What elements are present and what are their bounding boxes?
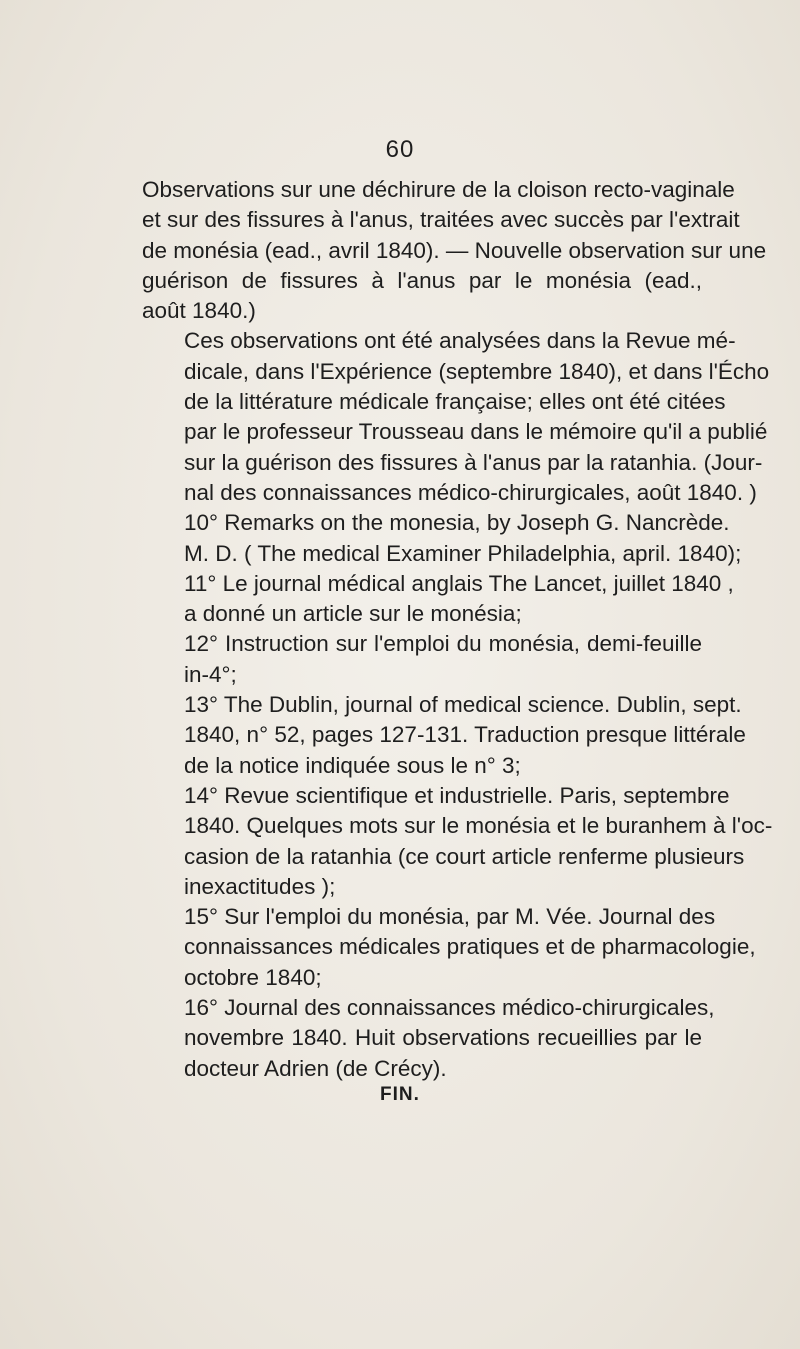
page-body bbox=[142, 175, 773, 1084]
text-line: casion de la ratanhia (ce court article renferme plusieurs bbox=[184, 843, 745, 869]
text-line: 11° Le journal médical anglais The Lancet, juillet 1840 , bbox=[184, 570, 734, 596]
reference-item-12 bbox=[142, 629, 702, 690]
text-line: nal des connaissances médico-chirurgicales, août 1840. ) bbox=[184, 479, 757, 505]
text-line: 10° Remarks on the monesia, by Joseph G. Nancrède. bbox=[184, 510, 730, 536]
text-line: 13° The Dublin, journal of medical science. Dublin, sept. bbox=[184, 692, 742, 718]
page-number: 60 bbox=[385, 136, 415, 163]
end-mark: FIN. bbox=[380, 1084, 420, 1105]
text-line: 1840. Quelques mots sur le monésia et le buranhem à l'oc- bbox=[184, 813, 773, 839]
text-line: par le professeur Trousseau dans le mémoire qu'il a publié bbox=[184, 419, 768, 445]
paragraph-analyses bbox=[142, 326, 770, 508]
text-line: 15° Sur l'emploi du monésia, par M. Vée. Journal des bbox=[184, 904, 716, 930]
reference-item-14 bbox=[142, 781, 773, 902]
text-line: de la notice indiquée sous le n° 3; bbox=[184, 752, 521, 778]
text-line: et sur des fissures à l'anus, traitées avec succès par l'extrait bbox=[142, 207, 740, 233]
text-line: août 1840.) bbox=[142, 298, 256, 324]
text-line: guérison de fissures à l'anus par le monésia (ead., bbox=[142, 267, 702, 293]
text-line: dicale, dans l'Expérience (septembre 1840), et dans l'Écho bbox=[184, 358, 770, 384]
text-line: novembre 1840. Huit observations recueillies par le bbox=[184, 1025, 702, 1051]
text-line: a donné un article sur le monésia; bbox=[184, 601, 522, 627]
text-line: 16° Journal des connaissances médico-chirurgicales, bbox=[184, 995, 715, 1021]
text-line: Ces observations ont été analysées dans la Revue mé- bbox=[184, 328, 736, 354]
reference-item-10 bbox=[142, 508, 742, 569]
reference-item-13 bbox=[142, 690, 746, 781]
reference-item-11 bbox=[142, 569, 734, 630]
text-line: 14° Revue scientifique et industrielle. Paris, septembre bbox=[184, 782, 730, 808]
text-line: de la littérature médicale française; elles ont été citées bbox=[184, 389, 726, 415]
text-line: 12° Instruction sur l'emploi du monésia, demi-feuille bbox=[184, 631, 702, 657]
text-line: connaissances médicales pratiques et de pharmacologie, bbox=[184, 934, 756, 960]
text-line: in-4°; bbox=[184, 661, 237, 687]
text-line: de monésia (ead., avril 1840). — Nouvelle observation sur une bbox=[142, 237, 767, 263]
paragraph-observations bbox=[142, 175, 767, 326]
text-line: inexactitudes ); bbox=[184, 873, 336, 899]
text-line: 1840, n° 52, pages 127-131. Traduction presque littérale bbox=[184, 722, 746, 748]
text-line: sur la guérison des fissures à l'anus par la ratanhia. (Jour- bbox=[184, 449, 763, 475]
text-line: M. D. ( The medical Examiner Philadelphia, april. 1840); bbox=[184, 540, 742, 566]
text-line: docteur Adrien (de Crécy). bbox=[184, 1055, 447, 1081]
reference-item-16 bbox=[142, 993, 715, 1084]
reference-item-15 bbox=[142, 902, 756, 993]
text-line: Observations sur une déchirure de la cloison recto-vaginale bbox=[142, 177, 735, 202]
text-line: octobre 1840; bbox=[184, 964, 322, 990]
